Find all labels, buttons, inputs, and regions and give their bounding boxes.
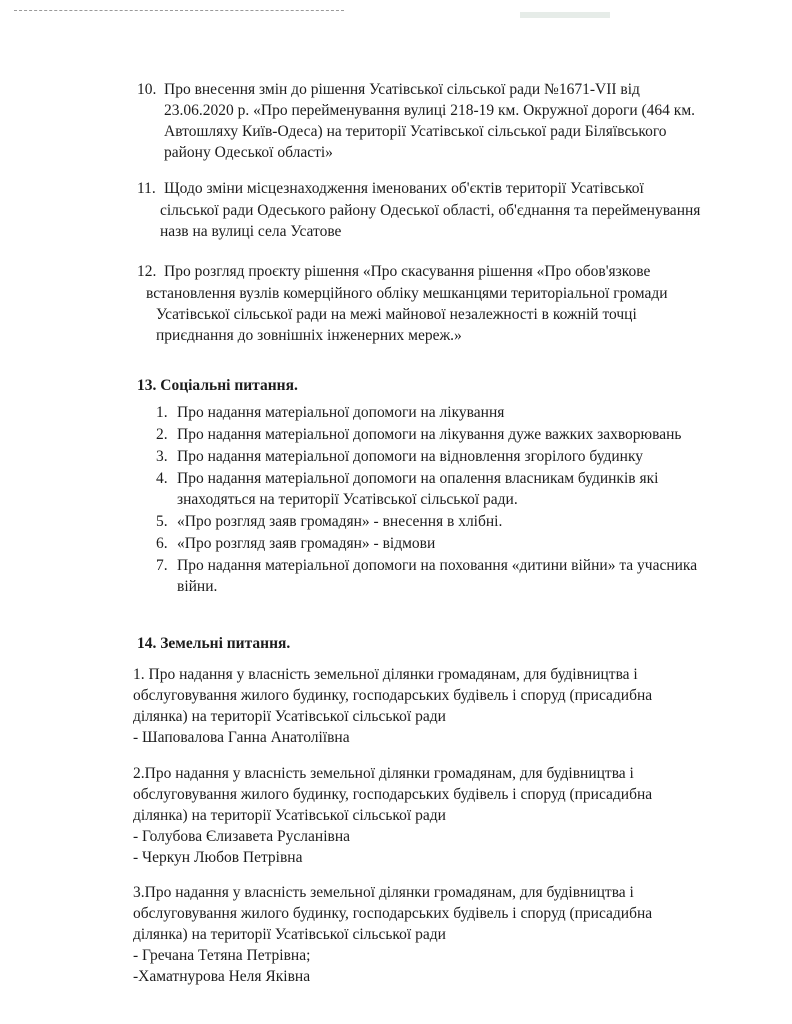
list-item-text: Про надання матеріальної допомоги на відновлення згорілого будинку (177, 448, 644, 465)
list-item-number: 7. (156, 557, 168, 574)
section-title: 13. Соціальні питання. (137, 377, 298, 394)
list-item-number: 4. (156, 470, 168, 487)
paragraph-line: ділянка) на території Усатівської сільської ради (133, 708, 446, 725)
agenda-item-text: Щодо зміни місцезнаходження іменованих об'єктів території Усатівської (164, 180, 644, 197)
agenda-item-text: Про внесення змін до рішення Усатівської сільської ради №1671-VІІ від (164, 81, 640, 98)
agenda-item-text: приєднання до зовнішніх інженерних мереж.» (156, 327, 462, 344)
paragraph-line: ділянка) на території Усатівської сільської ради (133, 926, 446, 943)
list-item-text: Про надання матеріальної допомоги на поховання «дитини війни» та учасника (177, 557, 698, 574)
list-item-text: «Про розгляд заяв громадян» - внесення в хлібні. (177, 513, 503, 530)
person-name: - Черкун Любов Петрівна (133, 849, 303, 866)
list-item-number: 5. (156, 513, 168, 530)
agenda-item-text: сільської ради Одеського району Одеської області, об'єднання та перейменування (160, 202, 701, 219)
agenda-item-number: 11. (137, 180, 156, 197)
agenda-item-text: району Одеської області» (164, 144, 333, 161)
person-name: -Хаматнурова Неля Яківна (133, 968, 311, 985)
agenda-item-number: 10. (137, 81, 157, 98)
list-item-text: війни. (177, 578, 218, 595)
paragraph-line: 2.Про надання у власність земельної ділянки громадянам, для будівництва і (133, 765, 634, 782)
agenda-item-number: 12. (137, 263, 157, 280)
agenda-item-text: встановлення вузлів комерційного обліку мешканцями територіальної громади (146, 285, 668, 302)
list-item-text: «Про розгляд заяв громадян» - відмови (177, 535, 436, 552)
list-item-text: Про надання матеріальної допомоги на лікування (177, 404, 505, 421)
person-name: - Голубова Єлизавета Русланівна (133, 828, 351, 845)
agenda-item-text: Усатівської сільської ради на межі майнової незалежності в кожній точці (156, 306, 637, 323)
list-item-text: знаходяться на території Усатівської сільської ради. (177, 491, 518, 508)
section-title: 14. Земельні питання. (137, 635, 291, 652)
paragraph-line: обслуговування жилого будинку, господарських будівель і споруд (присадибна (133, 786, 653, 803)
list-item-number: 6. (156, 535, 168, 552)
list-item-text: Про надання матеріальної допомоги на лікування дуже важких захворювань (177, 426, 682, 443)
list-item-number: 2. (156, 426, 168, 443)
list-item-number: 3. (156, 448, 168, 465)
list-item-number: 1. (156, 404, 168, 421)
paragraph-line: обслуговування жилого будинку, господарських будівель і споруд (присадибна (133, 687, 653, 704)
scan-edge-mark (14, 10, 344, 12)
paragraph-line: 1. Про надання у власність земельної ділянки громадянам, для будівництва і (133, 666, 638, 683)
person-name: - Гречана Тетяна Петрівна; (133, 947, 311, 964)
agenda-item-text: назв на вулиці села Усатове (160, 223, 342, 240)
paragraph-line: 3.Про надання у власність земельної ділянки громадянам, для будівництва і (133, 884, 634, 901)
agenda-item-text: 23.06.2020 р. «Про перейменування вулиці 218-19 км. Окружної дороги (464 км. (164, 102, 696, 119)
paragraph-line: ділянка) на території Усатівської сільської ради (133, 807, 446, 824)
agenda-item-text: Про розгляд проєкту рішення «Про скасування рішення «Про обов'язкове (164, 263, 651, 280)
scan-stamp-trace (520, 12, 610, 18)
person-name: - Шаповалова Ганна Анатоліївна (133, 729, 350, 746)
paragraph-line: обслуговування жилого будинку, господарських будівель і споруд (присадибна (133, 905, 653, 922)
list-item-text: Про надання матеріальної допомоги на опалення власникам будинків які (177, 470, 659, 487)
agenda-item-text: Автошляху Київ-Одеса) на території Усатівської сільської ради Біляївського (164, 123, 667, 140)
